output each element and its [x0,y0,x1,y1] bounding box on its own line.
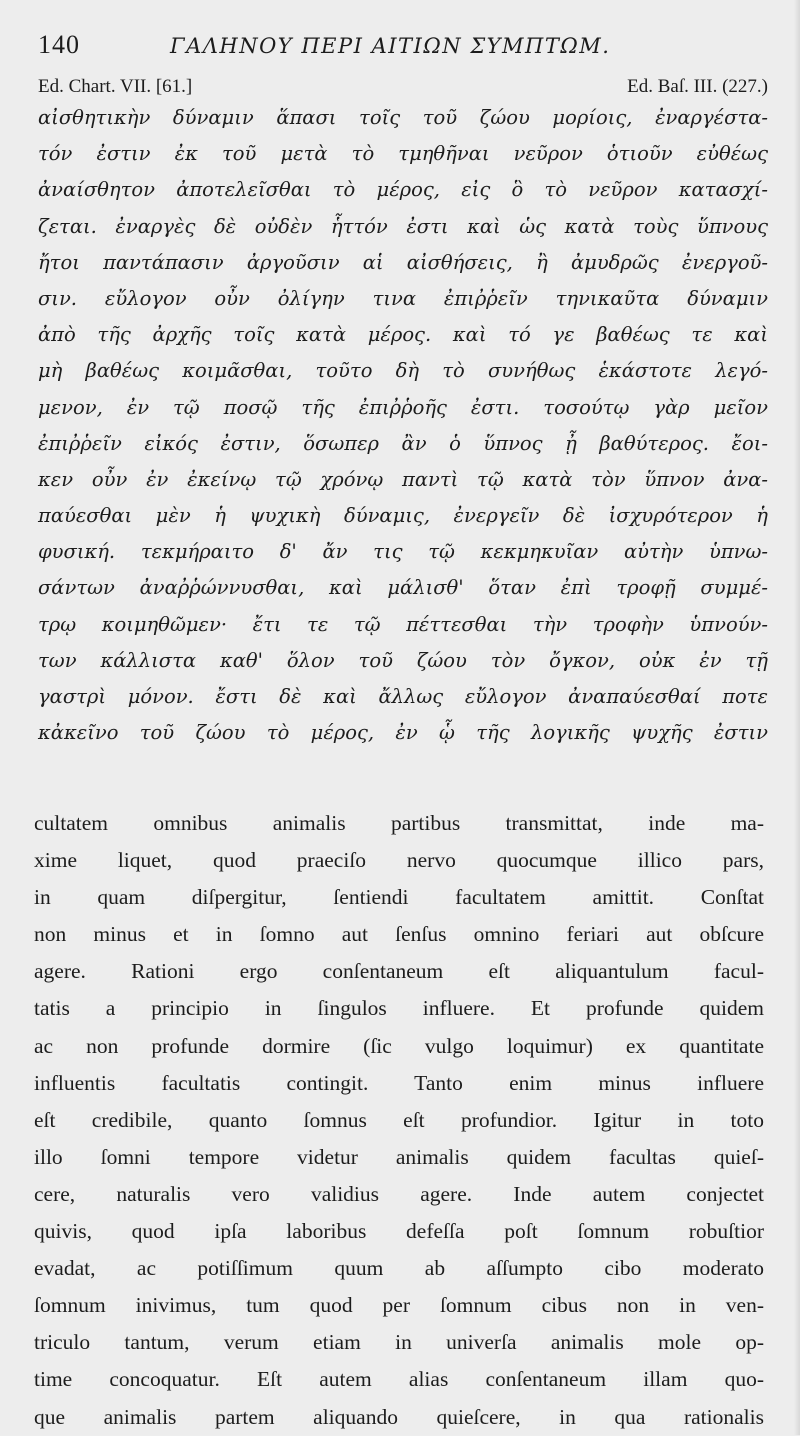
latin-line: eſt credibile, quanto ſomnus eſt profundior. Igitur in toto [34,1107,764,1132]
latin-line: in quam diſpergitur, ſentiendi facultatem amittit. Conſtat [34,885,764,910]
greek-line: των κάλλιστα καθ' ὅλον τοῦ ζώου τὸν ὄγκον, οὐκ ἐν τῇ [38,648,768,672]
greek-line: σάντων ἀναῤῥώννυσθαι, καὶ μάλισθ' ὅταν ἐπὶ τροφῇ συμμέ- [38,576,768,600]
latin-line: ſomnum inivimus, tum quod per ſomnum cibus non in ven- [34,1293,764,1318]
edition-basel-ref: Ed. Baſ. III. (227.) [627,76,768,97]
edition-chartier-ref: Ed. Chart. VII. [61.] [38,76,193,97]
latin-line: non minus et in ſomno aut ſenſus omnino feriari aut obſcure [34,922,764,947]
latin-line: ac non profunde dormire (ſic vulgo loquimur) ex quantitate [34,1033,764,1058]
greek-line: ἤτοι παντάπασιν ἀργοῦσιν αἱ αἰσθήσεις, ἢ ἀμυδρῶς ἐνεργοῦ- [38,250,768,274]
page-header [38,28,768,64]
greek-line: τρῳ κοιμηθῶμεν· ἔτι τε τῷ πέττεσθαι τὴν τροφὴν ὑπνούν- [38,612,768,636]
latin-line: tatis a principio in ſingulos influere. Et profunde quidem [34,996,764,1021]
greek-line: τόν ἐστιν ἐκ τοῦ μετὰ τὸ τμηθῆναι νεῦρον ὁτιοῦν εὐθέως [38,142,768,166]
greek-line: κἀκεῖνο τοῦ ζώου τὸ μέρος, ἐν ᾧ τῆς λογικῆς ψυχῆς ἐστιν [38,721,768,745]
latin-line: evadat, ac potiſſimum quum ab aſſumpto cibo moderato [34,1256,764,1281]
latin-line: cultatem omnibus animalis partibus transmittat, inde ma- [34,811,764,835]
greek-line: ἐπιῤῥεῖν εἰκός ἐστιν, ὅσωπερ ἂν ὁ ὕπνος ᾖ βαθύτερος. ἔοι- [38,431,768,455]
latin-line: agere. Rationi ergo conſentaneum eſt aliquantulum facul- [34,959,764,984]
greek-line: μὴ βαθέως κοιμᾶσθαι, τοῦτο δὴ τὸ συνήθως ἑκάστοτε λεγό- [38,359,768,383]
latin-line: xime liquet, quod praeciſo nervo quocumque illico pars, [34,848,764,873]
greek-line: μενον, ἐν τῷ ποσῷ τῆς ἐπιῤῥοῆς ἐστι. τοσούτῳ γὰρ μεῖον [38,395,768,419]
greek-line: κεν οὖν ἐν ἐκείνῳ τῷ χρόνῳ παντὶ τῷ κατὰ τὸν ὕπνον ἀνα- [38,467,768,491]
page-edge-shadow [794,0,800,1435]
greek-line: γαστρὶ μόνον. ἔστι δὲ καὶ ἄλλως εὔλογον ἀναπαύεσθαί ποτε [38,685,768,708]
latin-line: illo ſomni tempore videtur animalis quidem facultas quieſ- [34,1144,764,1169]
latin-line: influentis facultatis contingit. Tanto enim minus influere [34,1070,764,1095]
greek-text-block [38,100,768,751]
latin-line: time concoquatur. Eſt autem alias conſentaneum illam quo- [34,1367,764,1392]
greek-line: ἀναίσθητον ἀποτελεῖσθαι τὸ μέρος, εἰς ὃ τὸ νεῦρον κατασχί- [38,178,768,202]
latin-line: que animalis partem aliquando quieſcere, in qua rationalis [34,1404,764,1429]
greek-line: ἀπὸ τῆς ἀρχῆς τοῖς κατὰ μέρος. καὶ τό γε βαθέως τε καὶ [38,323,768,347]
greek-line: ζεται. ἐναργὲς δὲ οὐδὲν ἧττόν ἐστι καὶ ὡς κατὰ τοὺς ὕπνους [38,214,768,238]
latin-line: cere, naturalis vero validius agere. Inde autem conjectet [34,1181,764,1206]
greek-line: αἰσθητικὴν δύναμιν ἅπασι τοῖς τοῦ ζώου μορίοις, ἐναργέστα- [38,106,768,129]
page-number: 140 [38,30,80,59]
latin-line: quivis, quod ipſa laboribus defeſſa poſt ſomnum robuſtior [34,1219,764,1244]
greek-line: παύεσθαι μὲν ἡ ψυχικὴ δύναμις, ἐνεργεῖν δὲ ἰσχυρότερον ἡ [38,504,768,528]
greek-line: φυσική. τεκμήραιτο δ' ἄν τις τῷ κεκμηκυῖαν αὐτὴν ὑπνω- [38,540,768,564]
greek-line: σιν. εὔλογον οὖν ὀλίγην τινα ἐπιῤῥεῖν τηνικαῦτα δύναμιν [38,286,768,310]
running-title: ΓΑΛΗΝΟΥ ΠΕΡΙ ΑΙΤΙΩΝ ΣΥΜΠΤΩΜ. [170,34,611,58]
latin-text-block [34,805,764,1436]
latin-line: triculo tantum, verum etiam in univerſa animalis mole op- [34,1330,764,1355]
